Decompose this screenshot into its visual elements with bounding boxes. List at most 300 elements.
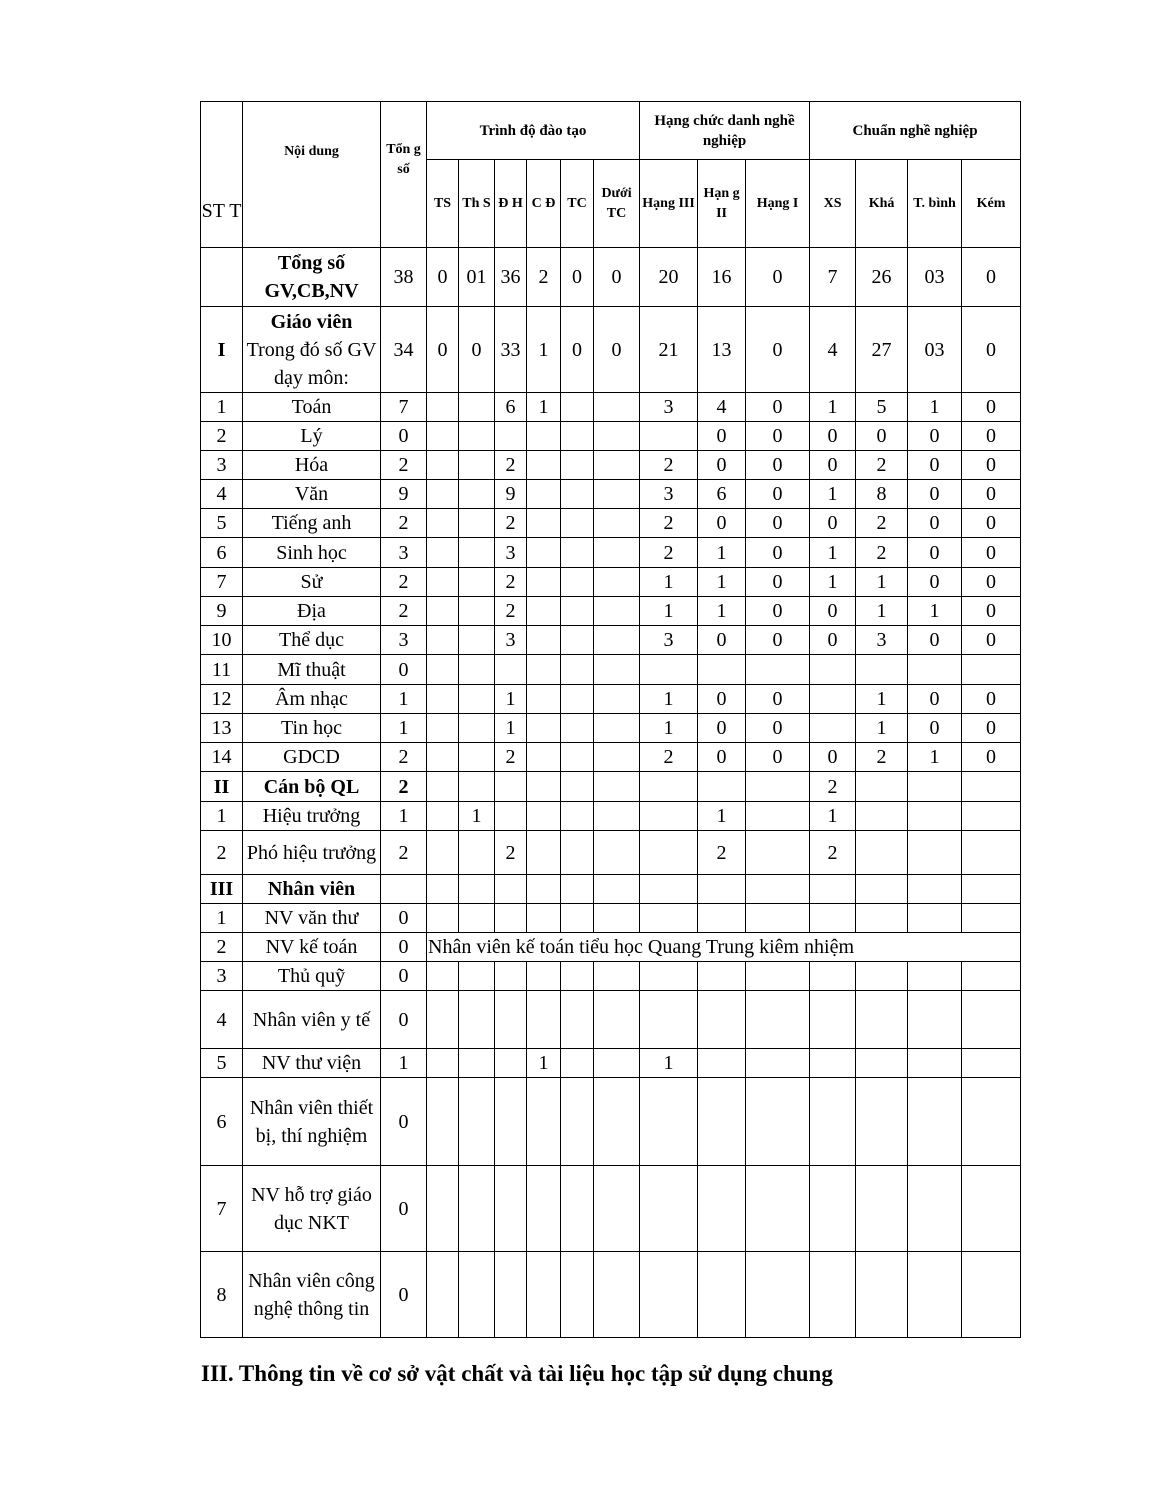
duoi-tc-cell [594,743,640,772]
h3-cell [640,962,698,991]
total-cell: 2 [381,743,427,772]
ts-cell: 0 [427,248,459,307]
tb-cell: 0 [908,509,962,538]
kha-cell: 1 [856,714,908,743]
kha-cell [856,904,908,933]
kha-cell: 2 [856,451,908,480]
stt-cell: II [201,772,243,802]
total-cell: 1 [381,714,427,743]
table-row [201,248,1021,307]
tb-cell: 03 [908,248,962,307]
xs-cell: 2 [810,772,856,802]
ths-cell [459,1049,495,1078]
h2-cell: 4 [698,393,746,422]
content-cell-heading: Giáo viên [270,310,353,333]
h2-cell [698,875,746,904]
cd-cell [527,743,561,772]
content-cell: Địa [243,597,381,626]
h1-cell: 0 [746,568,810,597]
ths-cell [459,422,495,451]
h1-cell: 0 [746,248,810,307]
tc-cell [561,509,594,538]
duoi-tc-cell: 0 [594,248,640,307]
kem-cell [962,1252,1021,1338]
table-row [201,451,1021,480]
duoi-tc-cell [594,626,640,655]
h3-cell [640,772,698,802]
cd-cell [527,1078,561,1166]
content-cell: Nhân viên công nghệ thông tin [243,1252,381,1338]
tb-cell [908,1049,962,1078]
h3-cell: 2 [640,451,698,480]
content-cell: Lý [243,422,381,451]
cd-cell [527,655,561,685]
header-dh: Đ H [495,160,527,248]
xs-cell [810,685,856,714]
h3-cell [640,802,698,831]
duoi-tc-cell [594,875,640,904]
header-ths: Th S [459,160,495,248]
h2-cell: 13 [698,307,746,393]
xs-cell [810,1252,856,1338]
table-row [201,991,1021,1049]
tc-cell [561,451,594,480]
tb-cell [908,772,962,802]
ts-cell [427,772,459,802]
cd-cell [527,626,561,655]
content-cell: Tiếng anh [243,509,381,538]
h1-cell [746,875,810,904]
tb-cell [908,991,962,1049]
xs-cell: 0 [810,743,856,772]
kha-cell [856,1166,908,1252]
header-chuan-nghe-nghiep: Chuẩn nghề nghiệp [810,102,1021,160]
ths-cell [459,991,495,1049]
stt-cell: III [201,875,243,904]
tc-cell [561,1078,594,1166]
total-cell: 2 [381,568,427,597]
content-cell: Phó hiệu trưởng [243,831,381,875]
ts-cell [427,1252,459,1338]
cd-cell [527,538,561,568]
table-row [201,1049,1021,1078]
h3-cell [640,1252,698,1338]
ts-cell [427,655,459,685]
xs-cell: 0 [810,626,856,655]
duoi-tc-cell [594,1166,640,1252]
tc-cell [561,422,594,451]
total-cell: 9 [381,480,427,509]
header-hang-chuc-danh: Hạng chức danh nghề nghiệp [640,102,810,160]
kem-cell [962,772,1021,802]
table-row [201,962,1021,991]
content-cell: NV kế toán [243,933,381,962]
tb-cell: 0 [908,451,962,480]
table-row [201,743,1021,772]
cd-cell [527,422,561,451]
tc-cell [561,1049,594,1078]
kem-cell: 0 [962,626,1021,655]
kha-cell [856,962,908,991]
ts-cell [427,875,459,904]
xs-cell: 0 [810,509,856,538]
note-cell: Nhân viên kế toán tiểu học Quang Trung kiêm nhiệm [427,933,1021,962]
duoi-tc-cell [594,802,640,831]
cd-cell [527,509,561,538]
kha-cell: 27 [856,307,908,393]
kha-cell: 26 [856,248,908,307]
duoi-tc-cell [594,831,640,875]
ts-cell [427,393,459,422]
kha-cell: 2 [856,538,908,568]
duoi-tc-cell [594,685,640,714]
stt-cell: 14 [201,743,243,772]
stt-cell: 2 [201,831,243,875]
dh-cell [495,1252,527,1338]
xs-cell [810,1166,856,1252]
h3-cell [640,1078,698,1166]
dh-cell: 1 [495,685,527,714]
h1-cell: 0 [746,538,810,568]
table-row [201,597,1021,626]
ths-cell [459,714,495,743]
cd-cell [527,904,561,933]
h2-cell: 0 [698,422,746,451]
content-cell: Toán [243,393,381,422]
table-row [201,480,1021,509]
table-row [201,1252,1021,1338]
cd-cell: 1 [527,307,561,393]
kem-cell [962,655,1021,685]
ts-cell [427,991,459,1049]
total-cell: 1 [381,685,427,714]
h1-cell [746,1049,810,1078]
kha-cell [856,1049,908,1078]
stt-cell: 6 [201,538,243,568]
tc-cell [561,393,594,422]
tb-cell [908,1252,962,1338]
dh-cell [495,1166,527,1252]
h1-cell [746,655,810,685]
h3-cell: 1 [640,685,698,714]
h2-cell: 1 [698,538,746,568]
cd-cell [527,831,561,875]
duoi-tc-cell [594,509,640,538]
staff-statistics-table [200,101,1021,1338]
ths-cell [459,831,495,875]
content-cell: Tổng số GV,CB,NV [243,248,381,307]
h1-cell: 0 [746,451,810,480]
stt-cell: 5 [201,509,243,538]
tb-cell: 0 [908,714,962,743]
stt-cell: 6 [201,1078,243,1166]
cd-cell [527,597,561,626]
table-row [201,831,1021,875]
kha-cell: 1 [856,597,908,626]
content-cell: NV thư viện [243,1049,381,1078]
total-cell: 0 [381,962,427,991]
h1-cell [746,991,810,1049]
stt-cell: 13 [201,714,243,743]
tb-cell: 1 [908,743,962,772]
content-cell: Cán bộ QL [243,772,381,802]
kem-cell: 0 [962,538,1021,568]
ths-cell [459,743,495,772]
kem-cell: 0 [962,307,1021,393]
tc-cell [561,875,594,904]
duoi-tc-cell [594,714,640,743]
table-row [201,802,1021,831]
table-row [201,685,1021,714]
duoi-tc-cell [594,655,640,685]
h1-cell [746,772,810,802]
table-row [201,1078,1021,1166]
stt-cell: 2 [201,422,243,451]
kha-cell: 2 [856,743,908,772]
stt-cell: 4 [201,991,243,1049]
dh-cell: 2 [495,597,527,626]
duoi-tc-cell [594,1049,640,1078]
duoi-tc-cell [594,451,640,480]
total-cell: 0 [381,933,427,962]
ts-cell [427,714,459,743]
h1-cell: 0 [746,626,810,655]
h1-cell [746,1252,810,1338]
stt-cell [201,248,243,307]
cd-cell [527,962,561,991]
dh-cell [495,802,527,831]
h1-cell [746,831,810,875]
h2-cell [698,1049,746,1078]
table-body [201,248,1021,1338]
tb-cell [908,655,962,685]
ths-cell [459,772,495,802]
duoi-tc-cell [594,772,640,802]
total-cell: 2 [381,831,427,875]
ths-cell: 01 [459,248,495,307]
ts-cell [427,451,459,480]
header-hang-iii: Hạng III [640,160,698,248]
ths-cell [459,509,495,538]
stt-cell: 1 [201,393,243,422]
cd-cell: 2 [527,248,561,307]
kem-cell: 0 [962,451,1021,480]
ths-cell [459,626,495,655]
ts-cell [427,509,459,538]
dh-cell: 33 [495,307,527,393]
tc-cell [561,831,594,875]
header-tb: T. bình [908,160,962,248]
ts-cell [427,422,459,451]
kha-cell [856,1078,908,1166]
dh-cell [495,422,527,451]
stt-cell: 11 [201,655,243,685]
dh-cell: 3 [495,538,527,568]
h1-cell [746,802,810,831]
h1-cell: 0 [746,685,810,714]
content-cell: Nhân viên y tế [243,991,381,1049]
ths-cell [459,1252,495,1338]
h2-cell [698,1252,746,1338]
content-cell: Sinh học [243,538,381,568]
cd-cell [527,685,561,714]
ths-cell [459,655,495,685]
tc-cell [561,962,594,991]
dh-cell: 6 [495,393,527,422]
ts-cell [427,962,459,991]
kha-cell [856,772,908,802]
total-cell: 2 [381,597,427,626]
total-cell: 1 [381,1049,427,1078]
h3-cell: 1 [640,568,698,597]
h3-cell [640,655,698,685]
tb-cell: 0 [908,685,962,714]
tc-cell: 0 [561,307,594,393]
header-trinh-do-dao-tao: Trình độ đào tạo [427,102,640,160]
tc-cell [561,480,594,509]
table-row [201,538,1021,568]
table-row [201,714,1021,743]
tc-cell [561,1166,594,1252]
total-cell: 1 [381,802,427,831]
ts-cell [427,1166,459,1252]
h3-cell: 21 [640,307,698,393]
total-cell: 38 [381,248,427,307]
h2-cell: 0 [698,451,746,480]
ths-cell [459,538,495,568]
h3-cell [640,422,698,451]
stt-cell: I [201,307,243,393]
kha-cell: 1 [856,685,908,714]
tc-cell [561,685,594,714]
h2-cell [698,1078,746,1166]
total-cell: 0 [381,904,427,933]
kha-cell: 8 [856,480,908,509]
tc-cell [561,714,594,743]
h1-cell [746,1078,810,1166]
tb-cell [908,962,962,991]
total-cell: 0 [381,1078,427,1166]
tc-cell: 0 [561,248,594,307]
header-xs: XS [810,160,856,248]
tb-cell [908,802,962,831]
total-cell [381,875,427,904]
content-cell: Hóa [243,451,381,480]
total-cell: 0 [381,1166,427,1252]
tb-cell: 1 [908,597,962,626]
table-row [201,772,1021,802]
content-cell [243,307,381,393]
kem-cell: 0 [962,597,1021,626]
content-cell: Tin học [243,714,381,743]
xs-cell: 1 [810,568,856,597]
xs-cell [810,875,856,904]
h2-cell: 0 [698,743,746,772]
stt-cell: 7 [201,1166,243,1252]
cd-cell [527,1166,561,1252]
stt-cell: 5 [201,1049,243,1078]
stt-cell: 4 [201,480,243,509]
duoi-tc-cell [594,1252,640,1338]
tb-cell: 1 [908,393,962,422]
tc-cell [561,1252,594,1338]
xs-cell [810,904,856,933]
header-duoi-tc: Dưới TC [594,160,640,248]
ths-cell [459,1166,495,1252]
tc-cell [561,802,594,831]
total-cell: 0 [381,422,427,451]
h2-cell: 0 [698,714,746,743]
header-kha: Khá [856,160,908,248]
kem-cell [962,875,1021,904]
dh-cell [495,1049,527,1078]
tb-cell: 03 [908,307,962,393]
ts-cell [427,685,459,714]
total-cell: 0 [381,1252,427,1338]
table-row [201,422,1021,451]
h3-cell [640,831,698,875]
tc-cell [561,626,594,655]
h2-cell: 6 [698,480,746,509]
cd-cell [527,451,561,480]
total-cell: 7 [381,393,427,422]
h1-cell: 0 [746,714,810,743]
xs-cell [810,991,856,1049]
kem-cell [962,1078,1021,1166]
h3-cell: 3 [640,626,698,655]
tc-cell [561,743,594,772]
xs-cell: 0 [810,422,856,451]
stt-cell: 9 [201,597,243,626]
stt-cell: 7 [201,568,243,597]
tb-cell: 0 [908,626,962,655]
xs-cell: 1 [810,393,856,422]
stt-cell: 8 [201,1252,243,1338]
total-cell: 3 [381,626,427,655]
tc-cell [561,655,594,685]
h3-cell: 20 [640,248,698,307]
h2-cell: 2 [698,831,746,875]
header-kem: Kém [962,160,1021,248]
ths-cell [459,685,495,714]
kem-cell: 0 [962,393,1021,422]
ts-cell [427,597,459,626]
kem-cell: 0 [962,422,1021,451]
h3-cell: 1 [640,597,698,626]
total-cell: 2 [381,772,427,802]
cd-cell [527,875,561,904]
dh-cell: 1 [495,714,527,743]
table-row [201,393,1021,422]
ths-cell [459,962,495,991]
xs-cell [810,1049,856,1078]
tb-cell [908,831,962,875]
kem-cell [962,904,1021,933]
header-noi-dung: Nội dung [243,102,381,248]
h2-cell [698,655,746,685]
cd-cell [527,772,561,802]
stt-cell: 3 [201,451,243,480]
kem-cell [962,991,1021,1049]
xs-cell: 4 [810,307,856,393]
table-row [201,1166,1021,1252]
h2-cell: 1 [698,568,746,597]
h2-cell [698,772,746,802]
total-cell: 2 [381,509,427,538]
kha-cell: 0 [856,422,908,451]
ts-cell: 0 [427,307,459,393]
kha-cell: 1 [856,568,908,597]
